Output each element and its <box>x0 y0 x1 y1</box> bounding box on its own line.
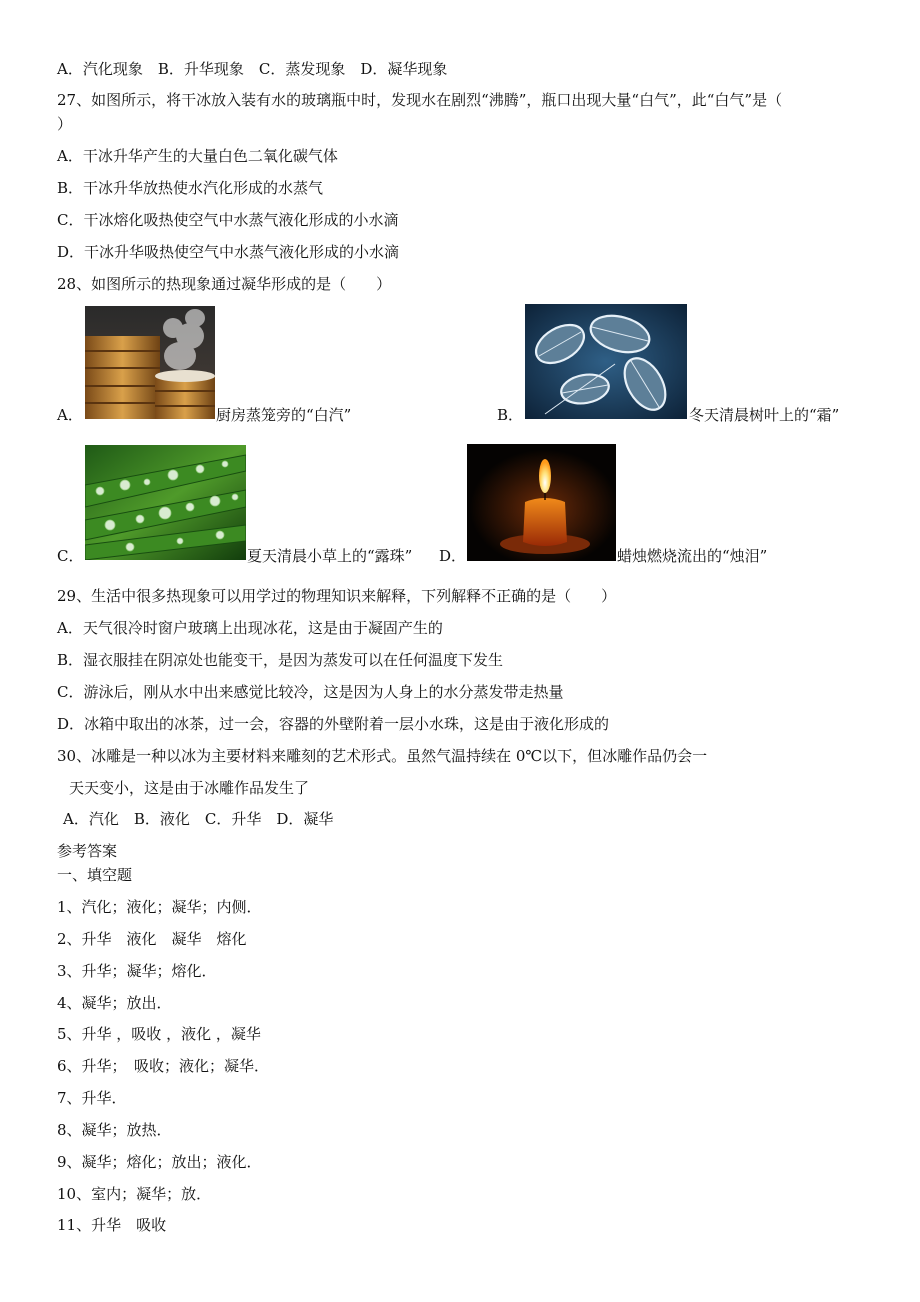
q27-stem-cont: ） <box>57 115 73 133</box>
answer-item: 10、室内；凝华；放． <box>57 1185 212 1203</box>
answer-item: 6、升华； 吸收；液化；凝华． <box>57 1057 270 1075</box>
frost-leaves-image <box>525 304 687 419</box>
q27-option-a: A．干冰升华产生的大量白色二氧化碳气体 <box>57 147 338 165</box>
answer-item: 8、凝华；放热． <box>57 1121 172 1139</box>
q27-option-b: B．干冰升华放热使水汽化形成的水蒸气 <box>57 179 324 197</box>
q27-option-d: D．干冰升华吸热使空气中水蒸气液化形成的小水滴 <box>57 243 400 261</box>
q29-option-b: B．湿衣服挂在阴凉处也能变干，是因为蒸发可以在任何温度下发生 <box>57 651 504 669</box>
q29-option-d: D．冰箱中取出的冰茶，过一会，容器的外壁附着一层小水珠，这是由于液化形成的 <box>57 715 610 733</box>
candle-image <box>467 444 616 561</box>
q28-option-b-letter: B． <box>497 406 524 424</box>
answer-item: 2、升华 液化 凝华 熔化 <box>57 930 247 948</box>
q29-option-a: A．天气很冷时窗户玻璃上出现冰花，这是由于凝固产生的 <box>57 619 443 637</box>
q29-stem: 29、生活中很多热现象可以用学过的物理知识来解释，下列解释不正确的是（ ） <box>57 587 617 605</box>
q30-options: A．汽化 B．液化 C．升华 D．凝华 <box>63 810 334 828</box>
q30-stem-cont: 天天变小，这是由于冰雕作品发生了 <box>69 779 310 797</box>
q27-stem: 27、如图所示，将干冰放入装有水的玻璃瓶中时，发现水在剧烈“沸腾”，瓶口出现大量“白气”，此“白气”是（ <box>57 91 783 109</box>
answer-item: 7、升华． <box>57 1089 127 1107</box>
q28-option-d-caption: 蜡烛燃烧流出的“烛泪” <box>617 547 768 565</box>
q30-stem: 30、冰雕是一种以冰为主要材料来雕刻的艺术形式。虽然气温持续在 0℃以下，但冰雕作品仍会一 <box>57 747 708 765</box>
answer-item: 9、凝华；熔化；放出；液化． <box>57 1153 262 1171</box>
q28-option-c-caption: 夏天清晨小草上的“露珠” <box>247 547 413 565</box>
steamer-image <box>85 306 215 419</box>
dew-grass-image <box>85 445 246 560</box>
q28-option-b-caption: 冬天清晨树叶上的“霜” <box>689 406 840 424</box>
q29-option-c: C．游泳后，刚从水中出来感觉比较冷，这是因为人身上的水分蒸发带走热量 <box>57 683 564 701</box>
answer-item: 11、升华 吸收 <box>57 1216 167 1234</box>
answer-item: 1、汽化；液化；凝华；内侧． <box>57 898 262 916</box>
q28-option-d-letter: D． <box>439 547 467 565</box>
answer-item: 3、升华；凝华；熔化． <box>57 962 217 980</box>
answer-item: 4、凝华；放出． <box>57 994 172 1012</box>
q27-option-c: C．干冰熔化吸热使空气中水蒸气液化形成的小水滴 <box>57 211 399 229</box>
q26-options: A．汽化现象 B．升华现象 C．蒸发现象 D．凝华现象 <box>57 60 448 78</box>
q28-option-a-caption: 厨房蒸笼旁的“白汽” <box>216 406 352 424</box>
answer-item: 5、升华 ，吸收 ，液化 ，凝华 <box>57 1025 261 1043</box>
answers-title: 参考答案 <box>57 842 118 860</box>
answers-section: 一、填空题 <box>57 866 133 884</box>
q28-stem: 28、如图所示的热现象通过凝华形成的是（ ） <box>57 275 392 293</box>
q28-option-a-letter: A． <box>57 406 83 424</box>
q28-option-c-letter: C． <box>57 547 84 565</box>
